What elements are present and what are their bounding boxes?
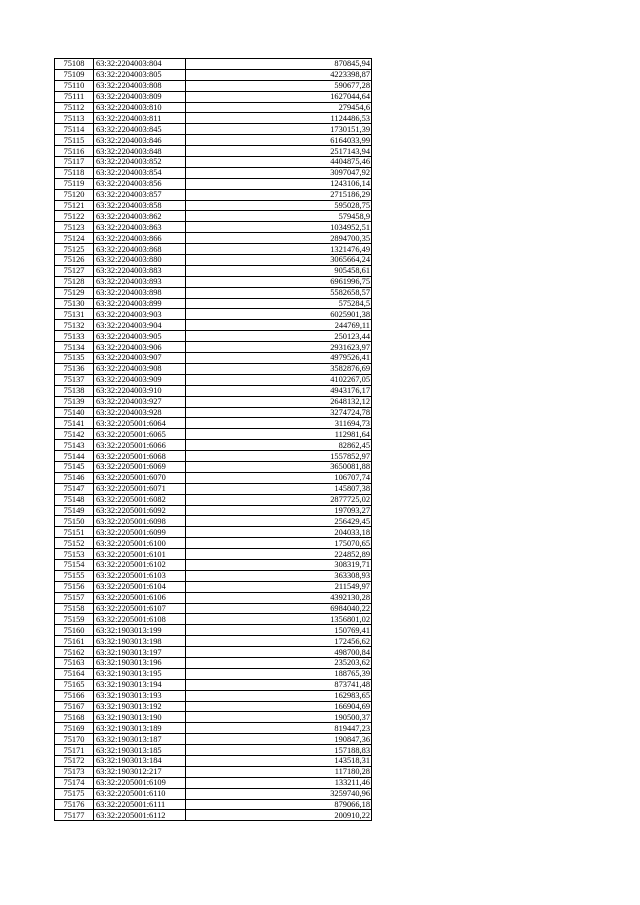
row-number-cell: 75138: [55, 385, 94, 396]
row-number-cell: 75140: [55, 407, 94, 418]
table-row: [55, 451, 372, 462]
row-number-cell: 75153: [55, 549, 94, 560]
cadastral-value-cell: 595028,75: [186, 200, 372, 211]
cadastral-value-cell: 311694,73: [186, 418, 372, 429]
table-row: [55, 200, 372, 211]
cadastral-number-cell: 63:32:2204003:845: [94, 124, 186, 135]
table-row: [55, 353, 372, 364]
row-number-cell: 75146: [55, 472, 94, 483]
cadastral-value-cell: 82862,45: [186, 440, 372, 451]
table-row: [55, 233, 372, 244]
row-number-cell: 75136: [55, 363, 94, 374]
table-row: [55, 189, 372, 200]
row-number-cell: 75174: [55, 777, 94, 788]
cadastral-number-cell: 63:32:2205001:6069: [94, 461, 186, 472]
cadastral-number-cell: 63:32:1903013:187: [94, 734, 186, 745]
cadastral-value-cell: 6164033,99: [186, 135, 372, 146]
table-row: [55, 668, 372, 679]
row-number-cell: 75163: [55, 657, 94, 668]
cadastral-number-cell: 63:32:1903013:198: [94, 636, 186, 647]
row-number-cell: 75124: [55, 233, 94, 244]
row-number-cell: 75111: [55, 91, 94, 102]
cadastral-value-cell: 175070,65: [186, 538, 372, 549]
cadastral-number-cell: 63:32:2204003:868: [94, 244, 186, 255]
cadastral-number-cell: 63:32:2205001:6104: [94, 581, 186, 592]
table-row: [55, 777, 372, 788]
cadastral-number-cell: 63:32:2204003:862: [94, 211, 186, 222]
row-number-cell: 75161: [55, 636, 94, 647]
cadastral-value-cell: 235203,62: [186, 657, 372, 668]
table-row: [55, 178, 372, 189]
row-number-cell: 75151: [55, 527, 94, 538]
table-row: [55, 244, 372, 255]
table-row: [55, 549, 372, 560]
row-number-cell: 75158: [55, 603, 94, 614]
cadastral-number-cell: 63:32:2205001:6110: [94, 788, 186, 799]
row-number-cell: 75152: [55, 538, 94, 549]
cadastral-number-cell: 63:32:2204003:880: [94, 255, 186, 266]
cadastral-value-cell: 1034952,51: [186, 222, 372, 233]
cadastral-number-cell: 63:32:2204003:910: [94, 385, 186, 396]
cadastral-number-cell: 63:32:1903013:195: [94, 668, 186, 679]
row-number-cell: 75130: [55, 298, 94, 309]
row-number-cell: 75164: [55, 668, 94, 679]
cadastral-value-cell: 575284,5: [186, 298, 372, 309]
table-row: [55, 636, 372, 647]
row-number-cell: 75149: [55, 505, 94, 516]
cadastral-number-cell: 63:32:2204003:883: [94, 265, 186, 276]
table-row: [55, 102, 372, 113]
cadastral-number-cell: 63:32:2205001:6111: [94, 799, 186, 810]
cadastral-value-cell: 250123,44: [186, 331, 372, 342]
cadastral-number-cell: 63:32:2205001:6108: [94, 614, 186, 625]
row-number-cell: 75168: [55, 712, 94, 723]
cadastral-value-cell: 4223398,87: [186, 69, 372, 80]
cadastral-number-cell: 63:32:2205001:6071: [94, 483, 186, 494]
cadastral-number-cell: 63:32:2205001:6065: [94, 429, 186, 440]
table-row: [55, 287, 372, 298]
cadastral-value-cell: 188765,39: [186, 668, 372, 679]
table-row: [55, 222, 372, 233]
cadastral-value-cell: 106707,74: [186, 472, 372, 483]
cadastral-value-cell: 162983,65: [186, 690, 372, 701]
table-row: [55, 124, 372, 135]
table-row: [55, 788, 372, 799]
row-number-cell: 75128: [55, 276, 94, 287]
cadastral-value-cell: 117180,28: [186, 766, 372, 777]
row-number-cell: 75114: [55, 124, 94, 135]
cadastral-value-cell: 5582658,57: [186, 287, 372, 298]
row-number-cell: 75133: [55, 331, 94, 342]
row-number-cell: 75115: [55, 135, 94, 146]
cadastral-value-cell: 1730151,39: [186, 124, 372, 135]
cadastral-value-cell: 579458,9: [186, 211, 372, 222]
cadastral-value-cell: 145807,38: [186, 483, 372, 494]
cadastral-number-cell: 63:32:1903013:189: [94, 723, 186, 734]
cadastral-number-cell: 63:32:2204003:927: [94, 396, 186, 407]
row-number-cell: 75122: [55, 211, 94, 222]
table-row: [55, 135, 372, 146]
table-row: [55, 211, 372, 222]
row-number-cell: 75157: [55, 592, 94, 603]
cadastral-value-cell: 498700,84: [186, 647, 372, 658]
table-row: [55, 516, 372, 527]
cadastral-value-cell: 6984040,22: [186, 603, 372, 614]
table-row: [55, 603, 372, 614]
table-row: [55, 723, 372, 734]
cadastral-number-cell: 63:32:1903013:199: [94, 625, 186, 636]
cadastral-number-cell: 63:32:1903013:197: [94, 647, 186, 658]
cadastral-number-cell: 63:32:2204003:856: [94, 178, 186, 189]
table-row: [55, 766, 372, 777]
cadastral-value-cell: 905458,61: [186, 265, 372, 276]
row-number-cell: 75109: [55, 69, 94, 80]
row-number-cell: 75113: [55, 113, 94, 124]
cadastral-value-cell: 3065664,24: [186, 255, 372, 266]
table-row: [55, 592, 372, 603]
cadastral-value-cell: 2517143,94: [186, 146, 372, 157]
cadastral-number-cell: 63:32:2204003:857: [94, 189, 186, 200]
cadastral-number-cell: 63:32:2205001:6102: [94, 559, 186, 570]
cadastral-number-cell: 63:32:2205001:6101: [94, 549, 186, 560]
cadastral-value-cell: 204033,18: [186, 527, 372, 538]
table-row: [55, 320, 372, 331]
table-row: [55, 113, 372, 124]
cadastral-value-cell: 2894700,35: [186, 233, 372, 244]
table-row: [55, 756, 372, 767]
cadastral-value-cell: 172456,62: [186, 636, 372, 647]
cadastral-number-cell: 63:32:2204003:898: [94, 287, 186, 298]
cadastral-value-cell: 879066,18: [186, 799, 372, 810]
cadastral-number-cell: 63:32:2204003:903: [94, 309, 186, 320]
cadastral-value-cell: 3274724,78: [186, 407, 372, 418]
table-row: [55, 690, 372, 701]
row-number-cell: 75166: [55, 690, 94, 701]
cadastral-number-cell: 63:32:2204003:808: [94, 80, 186, 91]
row-number-cell: 75123: [55, 222, 94, 233]
cadastral-number-cell: 63:32:1903013:194: [94, 679, 186, 690]
row-number-cell: 75117: [55, 157, 94, 168]
row-number-cell: 75108: [55, 59, 94, 70]
cadastral-value-cell: 4392130,28: [186, 592, 372, 603]
cadastral-value-cell: 4943176,17: [186, 385, 372, 396]
row-number-cell: 75137: [55, 374, 94, 385]
cadastral-value-cell: 3097047,92: [186, 167, 372, 178]
table-row: [55, 276, 372, 287]
row-number-cell: 75112: [55, 102, 94, 113]
cadastral-number-cell: 63:32:2204003:866: [94, 233, 186, 244]
table-row: [55, 679, 372, 690]
row-number-cell: 75159: [55, 614, 94, 625]
cadastral-value-cell: 224852,89: [186, 549, 372, 560]
cadastral-value-cell: 308319,71: [186, 559, 372, 570]
table-row: [55, 146, 372, 157]
table-row: [55, 625, 372, 636]
cadastral-value-cell: 363308,93: [186, 570, 372, 581]
table-row: [55, 712, 372, 723]
cadastral-value-cell: 4979526,41: [186, 353, 372, 364]
row-number-cell: 75144: [55, 451, 94, 462]
row-number-cell: 75120: [55, 189, 94, 200]
cadastral-number-cell: 63:32:2204003:863: [94, 222, 186, 233]
cadastral-value-cell: 157188,83: [186, 745, 372, 756]
table-row: [55, 570, 372, 581]
row-number-cell: 75162: [55, 647, 94, 658]
row-number-cell: 75127: [55, 265, 94, 276]
cadastral-number-cell: 63:32:2205001:6082: [94, 494, 186, 505]
row-number-cell: 75160: [55, 625, 94, 636]
table-row: [55, 614, 372, 625]
cadastral-value-cell: 143518,31: [186, 756, 372, 767]
row-number-cell: 75135: [55, 353, 94, 364]
cadastral-number-cell: 63:32:2204003:848: [94, 146, 186, 157]
cadastral-number-cell: 63:32:2204003:805: [94, 69, 186, 80]
cadastral-value-cell: 279454,6: [186, 102, 372, 113]
row-number-cell: 75139: [55, 396, 94, 407]
row-number-cell: 75170: [55, 734, 94, 745]
cadastral-number-cell: 63:32:2204003:804: [94, 59, 186, 70]
table-row: [55, 429, 372, 440]
cadastral-number-cell: 63:32:2204003:854: [94, 167, 186, 178]
cadastral-number-cell: 63:32:1903013:193: [94, 690, 186, 701]
cadastral-number-cell: 63:32:2204003:810: [94, 102, 186, 113]
cadastral-value-cell: 1321476,49: [186, 244, 372, 255]
row-number-cell: 75118: [55, 167, 94, 178]
cadastral-number-cell: 63:32:2204003:906: [94, 342, 186, 353]
cadastral-number-cell: 63:32:2205001:6112: [94, 810, 186, 821]
cadastral-number-cell: 63:32:2205001:6092: [94, 505, 186, 516]
cadastral-number-cell: 63:32:1903013:192: [94, 701, 186, 712]
table-row: [55, 331, 372, 342]
table-row: [55, 538, 372, 549]
table-row: [55, 483, 372, 494]
cadastral-number-cell: 63:32:2205001:6098: [94, 516, 186, 527]
cadastral-value-cell: 3582876,69: [186, 363, 372, 374]
row-number-cell: 75165: [55, 679, 94, 690]
table-row: [55, 59, 372, 70]
row-number-cell: 75110: [55, 80, 94, 91]
cadastral-number-cell: 63:32:1903012:217: [94, 766, 186, 777]
cadastral-number-cell: 63:32:2204003:899: [94, 298, 186, 309]
table-row: [55, 80, 372, 91]
table-row: [55, 505, 372, 516]
cadastral-value-cell: 150769,41: [186, 625, 372, 636]
cadastral-value-cell: 190847,36: [186, 734, 372, 745]
cadastral-number-cell: 63:32:2204003:905: [94, 331, 186, 342]
cadastral-value-cell: 590677,28: [186, 80, 372, 91]
row-number-cell: 75176: [55, 799, 94, 810]
row-number-cell: 75121: [55, 200, 94, 211]
row-number-cell: 75155: [55, 570, 94, 581]
cadastral-value-cell: 6961996,75: [186, 276, 372, 287]
table-row: [55, 472, 372, 483]
cadastral-value-cell: 133211,46: [186, 777, 372, 788]
table-row: [55, 91, 372, 102]
row-number-cell: 75141: [55, 418, 94, 429]
cadastral-value-cell: 2715186,29: [186, 189, 372, 200]
row-number-cell: 75134: [55, 342, 94, 353]
row-number-cell: 75150: [55, 516, 94, 527]
row-number-cell: 75126: [55, 255, 94, 266]
table-row: [55, 418, 372, 429]
table-row: [55, 657, 372, 668]
table-row: [55, 461, 372, 472]
cadastral-value-cell: 2877725,02: [186, 494, 372, 505]
row-number-cell: 75143: [55, 440, 94, 451]
table-row: [55, 745, 372, 756]
row-number-cell: 75169: [55, 723, 94, 734]
cadastral-value-cell: 1627044,64: [186, 91, 372, 102]
cadastral-value-cell: 211549,97: [186, 581, 372, 592]
row-number-cell: 75175: [55, 788, 94, 799]
table-row: [55, 396, 372, 407]
table-row: [55, 385, 372, 396]
cadastral-value-cell: 1124486,53: [186, 113, 372, 124]
table-row: [55, 298, 372, 309]
table-row: [55, 810, 372, 821]
cadastral-value-cell: 873741,48: [186, 679, 372, 690]
cadastral-value-cell: 3259740,96: [186, 788, 372, 799]
cadastral-number-cell: 63:32:2204003:928: [94, 407, 186, 418]
table-row: [55, 69, 372, 80]
row-number-cell: 75156: [55, 581, 94, 592]
cadastral-value-cell: 4404875,46: [186, 157, 372, 168]
cadastral-number-cell: 63:32:2204003:907: [94, 353, 186, 364]
cadastral-number-cell: 63:32:2204003:858: [94, 200, 186, 211]
cadastral-value-cell: 6025901,38: [186, 309, 372, 320]
cadastral-value-cell: 3650081,88: [186, 461, 372, 472]
table-row: [55, 342, 372, 353]
cadastral-number-cell: 63:32:2204003:809: [94, 91, 186, 102]
cadastral-value-cell: 190500,37: [186, 712, 372, 723]
cadastral-number-cell: 63:32:2204003:852: [94, 157, 186, 168]
row-number-cell: 75145: [55, 461, 94, 472]
cadastral-number-cell: 63:32:2205001:6103: [94, 570, 186, 581]
cadastral-value-cell: 256429,45: [186, 516, 372, 527]
cadastral-number-cell: 63:32:1903013:184: [94, 756, 186, 767]
row-number-cell: 75125: [55, 244, 94, 255]
table-row: [55, 309, 372, 320]
cadastral-value-cell: 112981,64: [186, 429, 372, 440]
row-number-cell: 75116: [55, 146, 94, 157]
table-row: [55, 494, 372, 505]
cadastral-value-cell: 1243106,14: [186, 178, 372, 189]
row-number-cell: 75167: [55, 701, 94, 712]
cadastral-number-cell: 63:32:2204003:846: [94, 135, 186, 146]
row-number-cell: 75173: [55, 766, 94, 777]
cadastral-number-cell: 63:32:2205001:6066: [94, 440, 186, 451]
cadastral-number-cell: 63:32:2205001:6099: [94, 527, 186, 538]
cadastral-value-cell: 244769,11: [186, 320, 372, 331]
table-row: [55, 734, 372, 745]
cadastral-number-cell: 63:32:2204003:893: [94, 276, 186, 287]
cadastral-value-cell: 200910,22: [186, 810, 372, 821]
row-number-cell: 75148: [55, 494, 94, 505]
cadastral-number-cell: 63:32:2204003:909: [94, 374, 186, 385]
table-row: [55, 265, 372, 276]
cadastral-value-cell: 197093,27: [186, 505, 372, 516]
cadastral-number-cell: 63:32:1903013:196: [94, 657, 186, 668]
cadastral-number-cell: 63:32:2204003:908: [94, 363, 186, 374]
row-number-cell: 75177: [55, 810, 94, 821]
cadastral-number-cell: 63:32:2205001:6070: [94, 472, 186, 483]
row-number-cell: 75129: [55, 287, 94, 298]
row-number-cell: 75132: [55, 320, 94, 331]
cadastral-value-cell: 1356801,02: [186, 614, 372, 625]
cadastral-value-cell: 166904,69: [186, 701, 372, 712]
cadastral-number-cell: 63:32:2205001:6106: [94, 592, 186, 603]
table-row: [55, 701, 372, 712]
table-row: [55, 440, 372, 451]
row-number-cell: 75147: [55, 483, 94, 494]
table-row: [55, 167, 372, 178]
cadastral-value-cell: 1557852,97: [186, 451, 372, 462]
cadastral-value-table: [54, 58, 372, 821]
table-row: [55, 255, 372, 266]
table-row: [55, 799, 372, 810]
cadastral-number-cell: 63:32:1903013:190: [94, 712, 186, 723]
cadastral-value-cell: 4102267,05: [186, 374, 372, 385]
row-number-cell: 75131: [55, 309, 94, 320]
cadastral-number-cell: 63:32:2205001:6100: [94, 538, 186, 549]
table-row: [55, 581, 372, 592]
row-number-cell: 75172: [55, 756, 94, 767]
table-row: [55, 527, 372, 538]
table-body: [55, 59, 372, 821]
table-row: [55, 363, 372, 374]
cadastral-number-cell: 63:32:2205001:6064: [94, 418, 186, 429]
cadastral-value-cell: 2648132,12: [186, 396, 372, 407]
table-row: [55, 647, 372, 658]
table-row: [55, 407, 372, 418]
cadastral-number-cell: 63:32:2205001:6068: [94, 451, 186, 462]
table-row: [55, 559, 372, 570]
row-number-cell: 75142: [55, 429, 94, 440]
row-number-cell: 75171: [55, 745, 94, 756]
cadastral-value-cell: 2931623,97: [186, 342, 372, 353]
cadastral-number-cell: 63:32:2205001:6107: [94, 603, 186, 614]
row-number-cell: 75154: [55, 559, 94, 570]
cadastral-number-cell: 63:32:1903013:185: [94, 745, 186, 756]
table-row: [55, 374, 372, 385]
row-number-cell: 75119: [55, 178, 94, 189]
cadastral-number-cell: 63:32:2205001:6109: [94, 777, 186, 788]
cadastral-number-cell: 63:32:2204003:904: [94, 320, 186, 331]
table-row: [55, 157, 372, 168]
cadastral-value-cell: 819447,23: [186, 723, 372, 734]
cadastral-number-cell: 63:32:2204003:811: [94, 113, 186, 124]
cadastral-value-cell: 870845,94: [186, 59, 372, 70]
